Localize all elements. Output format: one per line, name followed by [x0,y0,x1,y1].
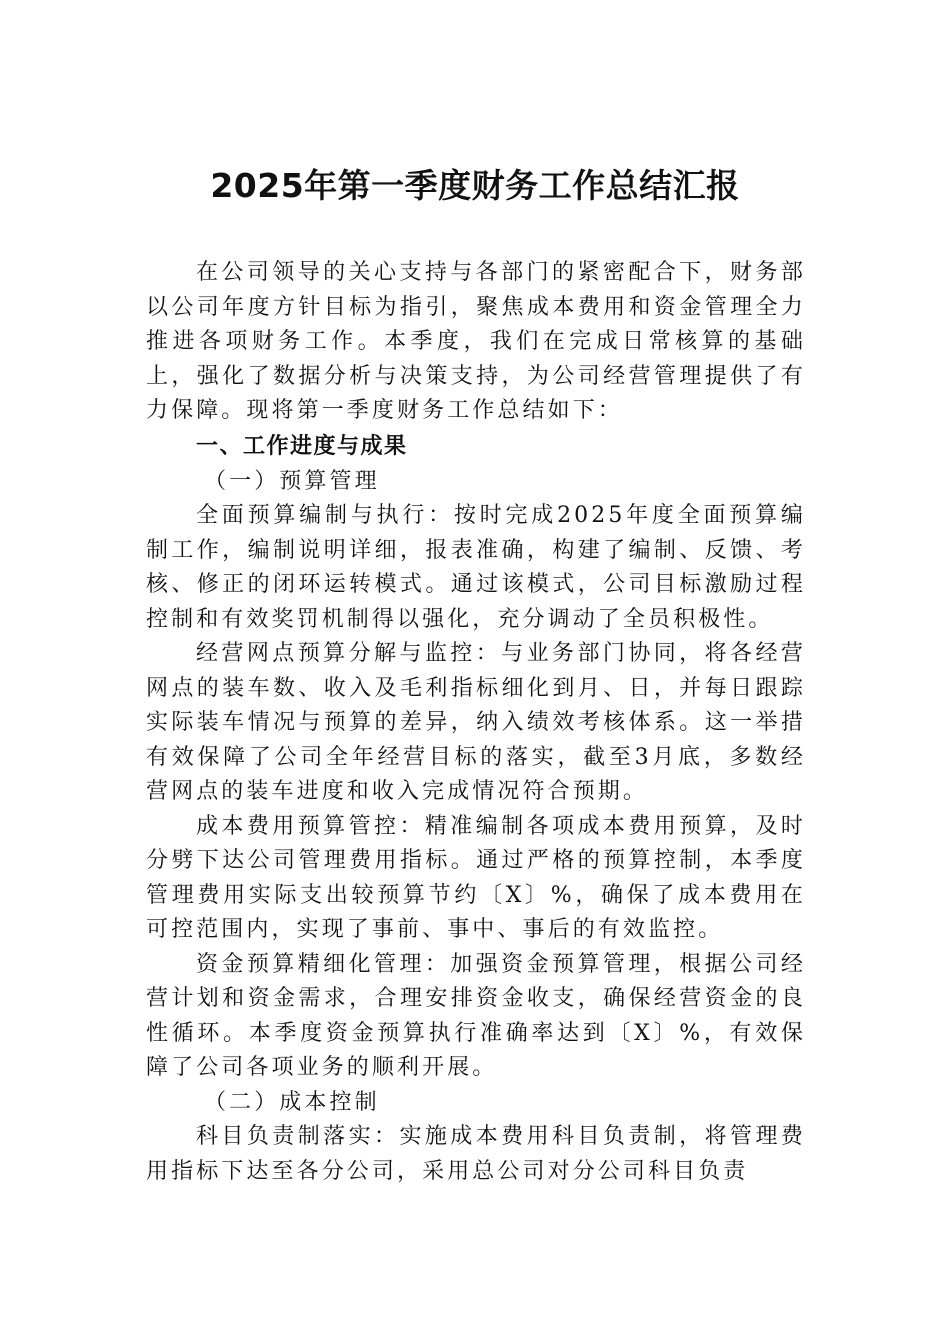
document-body [146,256,806,1189]
paragraph-subject-responsibility: 科目负责制落实：实施成本费用科目负责制，将管理费用指标下达至各分公司，采用总公司对分公司科目负责 [146,1124,806,1184]
paragraph-fund-budget-management: 资金预算精细化管理：加强资金预算管理，根据公司经营计划和资金需求，合理安排资金收支，确保经营资金的良性循环。本季度资金预算执行准确率达到〔X〕%，有效保障了公司各项业务的顺利开展。 [146,951,806,1080]
section-heading-work-progress: 一、工作进度与成果 [196,433,408,459]
paragraph-outlet-budget-monitoring: 经营网点预算分解与监控：与业务部门协同，将各经营网点的装车数、收入及毛利指标细化到月、日，并每日跟踪实际装车情况与预算的差异，纳入绩效考核体系。这一举措有效保障了公司全年经营目标的落实，截至3月底，多数经营网点的装车进度和收入完成情况符合预期。 [146,641,806,804]
page-title: 2025年第一季度财务工作总结汇报 [210,166,740,205]
subsection-heading-budget-management: （一）预算管理 [204,468,380,494]
paragraph-cost-budget-control: 成本费用预算管控：精准编制各项成本费用预算，及时分劈下达公司管理费用指标。通过严格的预算控制，本季度管理费用实际支出较预算节约〔X〕%，确保了成本费用在可控范围内，实现了事前、事中、事后的有效监控。 [146,813,806,942]
intro-paragraph: 在公司领导的关心支持与各部门的紧密配合下，财务部以公司年度方针目标为指引，聚焦成本费用和资金管理全力推进各项财务工作。本季度，我们在完成日常核算的基础上，强化了数据分析与决策支持，为公司经营管理提供了有力保障。现将第一季度财务工作总结如下： [146,260,806,423]
paragraph-budget-preparation: 全面预算编制与执行：按时完成2025年度全面预算编制工作，编制说明详细，报表准确，构建了编制、反馈、考核、修正的闭环运转模式。通过该模式，公司目标激励过程控制和有效奖罚机制得以强化，充分调动了全员积极性。 [146,503,806,632]
subsection-heading-cost-control: （二）成本控制 [204,1089,380,1115]
